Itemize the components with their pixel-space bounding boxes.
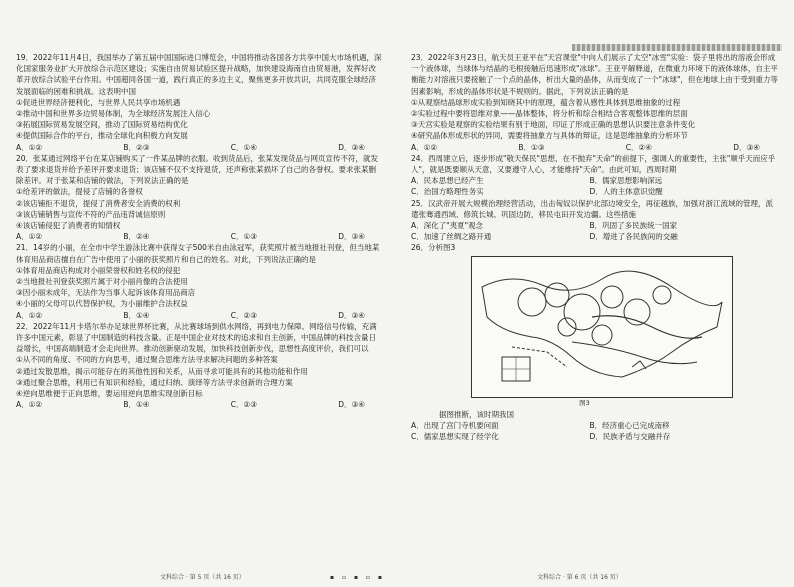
q19-option-1: ①促进世界经济便利化，与世界人民共享市场机遇 (16, 97, 181, 107)
question-22 (16, 321, 383, 411)
q19-choices (16, 142, 383, 153)
right-column (411, 52, 778, 442)
q26-prompt: 据图推断，该时期我国 (439, 409, 514, 419)
q24-choice-c: C．治国方略理性务实 (411, 187, 484, 197)
q23-choice-c: C．②④ (625, 142, 652, 152)
question-25 (411, 198, 778, 243)
q19-choice-a: A．①② (16, 142, 43, 152)
q19-choice-c: C．①④ (230, 142, 257, 152)
q19-text: 19．2022年11月4日，我国举办了第五届中国国际进口博览会，中国将推动各国各方共享中国大市场机遇，深化国家服务业扩大开放综合示范区建设；实施自由贸易试验区提升战略，加快建设海南自由贸易港，发挥好改革开放综合试验平台作用。中国超同各国一道，践行真正的多边主义，聚焦更多开放共识，共同克服全球经济发展面临的困难和挑战。这表明中国 (16, 53, 382, 96)
q21-option-2: ②当地报社刊登获奖照片属于对小丽肖像的合法使用 (16, 277, 188, 287)
q20-choice-c: C．①③ (230, 232, 257, 242)
page-marker-dots: ▪ ▫ ▪ ▫ ▪ (330, 574, 385, 581)
q22-option-3: ③通过聚合思维，利用已有知识和经验，通过归纳、演绎等方法寻求创新的合理方案 (16, 377, 293, 387)
q26-choice-a: A．出现了宫门寺机要问面 (411, 421, 499, 431)
q22-option-2: ②通过发散思维，揭示可能存在的其他性因和关系，从而寻求可能具有的其他功能和作用 (16, 366, 308, 376)
q25-choice-b: B．巩固了多民族统一国家 (589, 221, 678, 231)
q20-choice-a: A．①② (16, 232, 43, 242)
q26-choices (411, 420, 778, 442)
q25-text: 25．汉武帝开展大规模治理经营活动，出击匈奴以保护北部边境安全，再征越族，加强对浙江流域的管理，派遣张骞通西域、修筑长城、巩固边防，移民屯田开发边疆。这些措施 (411, 198, 774, 219)
historical-map-figure (471, 256, 733, 398)
q21-choice-a: A．①② (16, 310, 43, 320)
q24-choice-b: B．儒家思想影响深远 (589, 176, 663, 186)
q26-choice-d: D．民族矛盾与交融并存 (589, 432, 671, 442)
q21-option-4: ④小丽的父母可以代替保护权，为小丽维护合法权益 (16, 299, 188, 309)
q20-choice-b: B．②④ (123, 232, 150, 242)
q23-text: 23．2022年3月23日，航天员王亚平在"天宫课堂"中向人们展示了太空"冰雪"实验：袋子里将出的溶液会形成一个液体球，当球体与结晶的毛根接触后迅速形成"冰球"。王亚平解释道，在微重力环境下的液体球体，自主平衡能力对溶液只要接触了一个点的晶体，析出大量的晶体，从而变成了一个"冰球"，但在地球上由于受到重力等因素影响，形成的晶体形状是不规则的。据此，下列说法正确的是 (411, 53, 778, 96)
q22-text: 22．2022年11月卡塔尔举办足球世界杯比赛，从比赛球场到供水网络，再到电力保障、网络信号传输，充满许多中国元素，彰显了中国制造的科技含量。正是中国企业对技术的追求和自主创新，中国品牌的科技含量日益增长，中国高端制造才会走向世界。推动创新驱动发展，加快科技创新步伐，思想性高度评价，我们可以 (16, 321, 377, 354)
q21-text: 21．14岁的小丽，在全市中学生游泳比赛中获得女子500米自由泳冠军，获奖照片被当地报社刊登，但当地某体育用品商店擅自在广告中使用了小丽的获奖照片和自己的姓名。对此，下列说法正确的是 (16, 243, 380, 264)
map-illustration (472, 257, 732, 397)
q23-choices (411, 142, 778, 153)
left-page-footer: 文科综合 · 第 5 页（共 16 页） (160, 574, 245, 581)
q19-option-4: ④提供国际合作的平台，推动全球化向积极方向发展 (16, 131, 188, 141)
q23-choice-d: D．③④ (733, 142, 760, 152)
q25-choice-d: D．增进了各民族间的交融 (589, 232, 678, 242)
q20-option-4: ④该店铺侵犯了消费者的知情权 (16, 221, 121, 231)
question-26 (411, 242, 778, 442)
q22-option-1: ①从不同的角度、不同的方向思考，通过聚合思维方法寻求解决问题的多种答案 (16, 355, 278, 365)
question-21 (16, 242, 383, 320)
q22-choice-b: B．①④ (123, 400, 150, 410)
right-page (397, 0, 794, 587)
q21-choice-c: C．②③ (230, 310, 257, 320)
barcode-strip (572, 44, 782, 51)
q25-choice-c: C．加速了丝绸之路开通 (411, 232, 492, 242)
q22-choices (16, 399, 383, 410)
q22-choice-c: C．②③ (230, 400, 257, 410)
q19-option-3: ③拓展国际贸易发展空间，推动了国际贸易结构优化 (16, 120, 188, 130)
q25-choice-a: A．深化了"夷夏"观念 (411, 221, 484, 231)
q24-choice-d: D．人的主体意识觉醒 (589, 187, 663, 197)
left-column (16, 52, 383, 411)
q25-choices (411, 220, 778, 242)
q21-choices (16, 310, 383, 321)
q26-text: 26．分析图3 (411, 243, 456, 253)
q23-option-4: ④研究晶体形成形状的异同，需要将抽象方与具体的辩证，这是思维抽象的分析环节 (411, 131, 688, 141)
q24-choices (411, 175, 778, 197)
question-20 (16, 153, 383, 243)
q26-choice-b: B．经济重心已完成南移 (589, 421, 670, 431)
q20-text: 20．张某通过网络平台在某店铺购买了一件某品牌的衣服。收到货品后，张某发现货品与网页宣传不符，就发表了要求退货并给予差评开要求退货；该店铺不仅不支持退货，还声称张某损坏了自己的各誉权。要求张某删除差评。对于张某和店铺的做法，下列说法正确的是 (16, 153, 379, 186)
q19-option-2: ②推动中国和世界多边贸易体制，为全球经济发展注入信心 (16, 109, 211, 119)
q21-choice-d: D．③④ (338, 310, 365, 320)
q21-choice-b: B．①④ (123, 310, 150, 320)
q22-choice-d: D．③④ (338, 400, 365, 410)
q23-option-2: ②实验过程中要将思维对象——晶体整体，将分析和综合相结合客观整体思维的层面 (411, 109, 688, 119)
q23-option-3: ③天宫实验是观察的实验结果有别于地面，印证了形成正确的思想认识要注意条件变化 (411, 120, 696, 130)
right-page-footer: 文科综合 · 第 6 页（共 16 页） (537, 574, 622, 581)
q23-choice-b: B．①③ (518, 142, 545, 152)
q26-choice-c: C．儒家思想实现了经学化 (411, 432, 499, 442)
q20-choice-d: D．③④ (338, 232, 365, 242)
q24-choice-a: A．民本思想已经产生 (411, 176, 484, 186)
q23-choice-a: A．①② (411, 142, 438, 152)
q21-option-3: ③因小丽未成年，无法作为当事人起诉该体育用品商店 (16, 288, 196, 298)
q20-option-1: ①给差评的做法，提侵了店铺的各誉权 (16, 187, 143, 197)
q24-text: 24．西周建立后，逐步形成"敬天保民"思想，在不抛弃"天命"的前提下，强调人的重要性，主张"顺乎天而应乎人"，就是既要顺从天意，又要遵守人心，才能维持"天命"。由此可知，西周时期 (411, 153, 776, 175)
question-19 (16, 52, 383, 153)
question-23 (411, 52, 778, 153)
q19-choice-d: D．③④ (338, 142, 365, 152)
q22-option-4: ④逆向思维便于正向思维，要运用逆向思维实现创新目标 (16, 389, 203, 399)
q21-option-1: ①体育用品商店构成对小丽荣誉权和姓名权的侵犯 (16, 265, 181, 275)
q20-choices (16, 231, 383, 242)
q23-option-1: ①从观察结晶球形成实验到知晓其中的原理，蕴含着从感性具体到思维抽象的过程 (411, 97, 681, 107)
q19-choice-b: B．②③ (123, 142, 150, 152)
q20-option-3: ③该店铺销售与宣传不符的产品违背诚信原则 (16, 209, 166, 219)
question-24 (411, 153, 778, 198)
q20-option-2: ②该店铺拒不退货，提侵了消费者安全消费的权利 (16, 198, 181, 208)
figure-caption: 图3 (579, 398, 590, 407)
q22-choice-a: A．①② (16, 400, 43, 410)
